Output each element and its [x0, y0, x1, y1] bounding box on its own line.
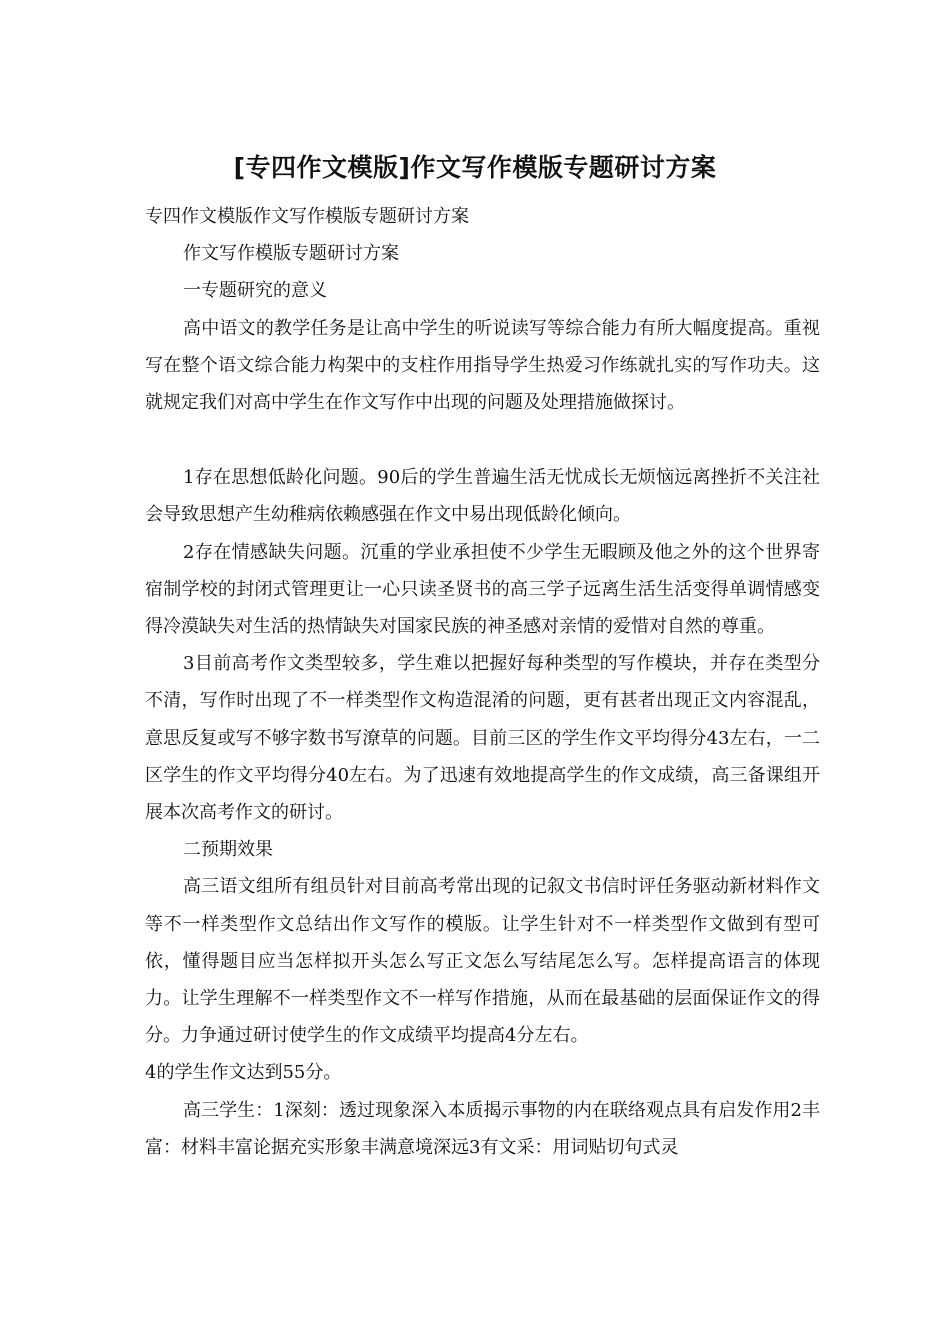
- paragraph-problem-2: 2存在情感缺失问题。沉重的学业承担使不少学生无暇顾及他之外的这个世界寄宿制学校的封闭式管理更让一心只读圣贤书的高三学子远离生活生活变得单调情感变得冷漠缺失对生活的热情缺失对国家民族的神圣感对亲情的爱惜对自然的尊重。: [145, 541, 820, 638]
- paragraph-teaching-task: 高中语文的教学任务是让高中学生的听说读写等综合能力有所大幅度提高。重视写在整个语文综合能力构架中的支柱作用指导学生热爱习作练就扎实的写作功夫。这就规定我们对高中学生在作文写作中出现的问题及处理措施做探讨。: [145, 317, 820, 414]
- paragraph-score-target: 4的学生作文达到55分。: [145, 1062, 342, 1084]
- document-subtitle: 专四作文模版作文写作模版专题研讨方案: [145, 206, 469, 227]
- document-title: [专四作文模版]作文写作模版专题研讨方案: [233, 153, 717, 182]
- paragraph-problem-3: 3目前高考作文类型较多，学生难以把握好每种类型的写作模块，并存在类型分不清，写作时出现了不一样类型作文构造混淆的问题，更有甚者出现正文内容混乱，意思反复或写不够字数书写潦草的问题。目前三区的学生作文平均得分43左右，一二区学生的作文平均得分40左右。为了迅速有效地提高学生的作文成绩，高三备课组开展本次高考作文的研讨。: [145, 653, 820, 824]
- paragraph-expected-effect: 高三语文组所有组员针对目前高考常出现的记叙文书信时评任务驱动新材料作文等不一样类型作文总结出作文写作的模版。让学生针对不一样类型作文做到有型可依，懂得题目应当怎样拟开头怎么写正文怎么写结尾怎么写。怎样提高语言的体现力。让学生理解不一样类型作文不一样写作措施，从而在最基础的层面保证作文的得分。力争通过研讨使学生的作文成绩平均提高4分左右。: [145, 876, 820, 1047]
- section-heading-expected-effect: 二预期效果: [183, 839, 273, 861]
- paragraph-spacer: [145, 421, 820, 459]
- paragraph-problem-1: 1存在思想低龄化问题。90后的学生普遍生活无忧成长无烦恼远离挫折不关注社会导致思想产生幼稚病依赖感强在作文中易出现低龄化倾向。: [145, 467, 820, 526]
- paragraph-student-requirements: 高三学生：1深刻：透过现象深入本质揭示事物的内在联络观点具有启发作用2丰富：材料丰富论据充实形象丰满意境深远3有文采：用词贴切句式灵: [145, 1099, 820, 1158]
- paragraph-heading-plan: 作文写作模版专题研讨方案: [183, 243, 399, 265]
- section-heading-significance: 一专题研究的意义: [183, 280, 327, 302]
- document-body: [145, 198, 820, 1166]
